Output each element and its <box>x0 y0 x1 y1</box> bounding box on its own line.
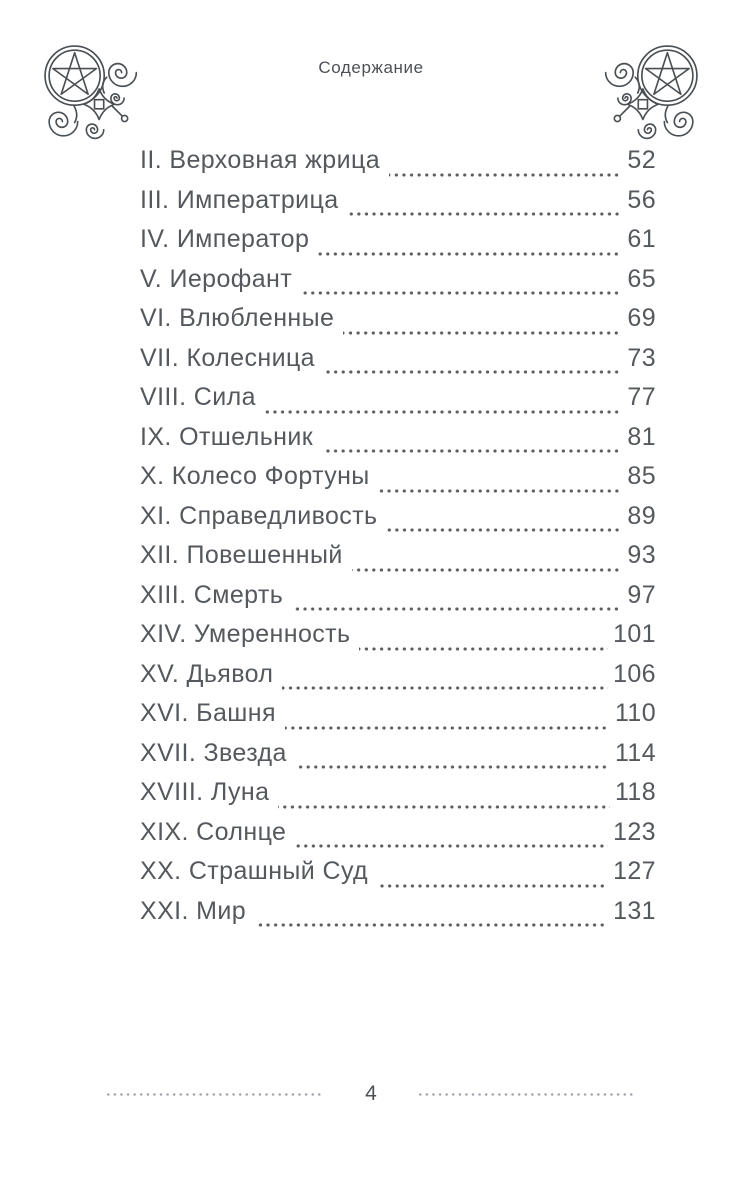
toc-entry-page: 131 <box>613 896 656 925</box>
toc-entry-page: 123 <box>613 817 656 846</box>
dotted-leader <box>389 173 622 177</box>
dotted-leader <box>322 449 622 453</box>
toc-entry-label: VIII. Сила <box>140 383 256 411</box>
toc-entry-label: XVII. Звезда <box>140 738 287 767</box>
dotted-leader <box>301 291 622 295</box>
toc-entry-page: 93 <box>627 541 656 569</box>
toc-entry[interactable] <box>140 620 656 660</box>
toc-entry[interactable] <box>140 383 656 423</box>
footer-dotted-line-left <box>107 1093 323 1096</box>
toc-entry[interactable] <box>140 225 656 265</box>
toc-entry-page: 61 <box>627 225 656 253</box>
toc-entry-label: V. Иерофант <box>140 264 293 293</box>
toc-entry[interactable] <box>140 699 656 739</box>
toc-entry-label: XVI. Башня <box>140 699 276 727</box>
toc-entry-page: 110 <box>614 699 656 727</box>
toc-entry-label: XVIII. Луна <box>140 778 270 806</box>
toc-entry-page: 65 <box>627 264 656 293</box>
toc-entry-label: XIII. Смерть <box>140 580 284 609</box>
dotted-leader <box>379 489 623 493</box>
toc-list <box>140 146 656 936</box>
toc-entry-label: III. Императрица <box>140 185 339 214</box>
toc-entry[interactable] <box>140 186 656 226</box>
dotted-leader <box>282 686 608 690</box>
toc-entry[interactable] <box>140 778 656 818</box>
toc-entry-label: XX. Страшный Суд <box>140 857 369 885</box>
toc-entry-page: 69 <box>627 304 656 332</box>
dotted-leader <box>352 568 623 572</box>
toc-entry-page: 101 <box>613 620 656 648</box>
dotted-leader <box>278 805 610 809</box>
toc-entry-label: XV. Дьявол <box>140 659 274 688</box>
toc-entry-label: XXI. Мир <box>140 896 247 925</box>
page-footer <box>0 1082 742 1106</box>
toc-entry-page: 81 <box>627 422 656 451</box>
toc-entry-page: 118 <box>614 778 656 806</box>
dotted-leader <box>295 844 608 848</box>
toc-entry-page: 52 <box>627 146 656 174</box>
toc-entry[interactable] <box>140 265 656 305</box>
dotted-leader <box>377 884 608 888</box>
toc-entry[interactable] <box>140 739 656 779</box>
toc-entry[interactable] <box>140 344 656 384</box>
dotted-leader <box>324 370 622 374</box>
toc-entry-label: XIV. Умеренность <box>140 620 351 648</box>
toc-entry-page: 77 <box>627 383 656 411</box>
toc-entry[interactable] <box>140 304 656 344</box>
toc-entry-page: 106 <box>613 659 656 688</box>
toc-entry-label: II. Верховная жрица <box>140 146 380 174</box>
toc-entry[interactable] <box>140 462 656 502</box>
dotted-leader <box>292 607 622 611</box>
toc-entry-page: 89 <box>627 501 656 530</box>
toc-entry-label: IV. Император <box>140 225 310 253</box>
toc-entry-page: 127 <box>613 857 656 885</box>
dotted-leader <box>343 331 622 335</box>
toc-entry[interactable] <box>140 581 656 621</box>
toc-entry[interactable] <box>140 818 656 858</box>
toc-entry-page: 56 <box>627 185 656 214</box>
toc-entry[interactable] <box>140 146 656 186</box>
dotted-leader <box>348 212 623 216</box>
toc-entry-label: XIX. Солнце <box>140 817 287 846</box>
toc-entry-label: VII. Колесница <box>140 343 315 372</box>
toc-entry-label: XII. Повешенный <box>140 541 343 569</box>
footer-dotted-line-right <box>419 1093 635 1096</box>
toc-entry[interactable] <box>140 423 656 463</box>
toc-entry[interactable] <box>140 897 656 937</box>
toc-entry[interactable] <box>140 502 656 542</box>
toc-entry-label: X. Колесо Фортуны <box>140 462 370 490</box>
toc-entry-page: 85 <box>627 462 656 490</box>
dotted-leader <box>387 528 623 532</box>
page-number: 4 <box>365 1082 377 1105</box>
toc-entry[interactable] <box>140 660 656 700</box>
toc-entry[interactable] <box>140 541 656 581</box>
toc-entry-label: VI. Влюбленные <box>140 304 335 332</box>
dotted-leader <box>318 252 622 256</box>
dotted-leader <box>265 410 622 414</box>
toc-entry-label: IX. Отшельник <box>140 422 314 451</box>
dotted-leader <box>359 647 608 651</box>
toc-entry-page: 114 <box>614 738 656 767</box>
toc-entry[interactable] <box>140 857 656 897</box>
dotted-leader <box>255 923 608 927</box>
toc-entry-label: XI. Справедливость <box>140 501 378 530</box>
toc-entry-page: 73 <box>627 343 656 372</box>
dotted-leader <box>296 765 610 769</box>
page-title: Содержание <box>318 58 424 77</box>
dotted-leader <box>285 726 610 730</box>
toc-entry-page: 97 <box>627 580 656 609</box>
